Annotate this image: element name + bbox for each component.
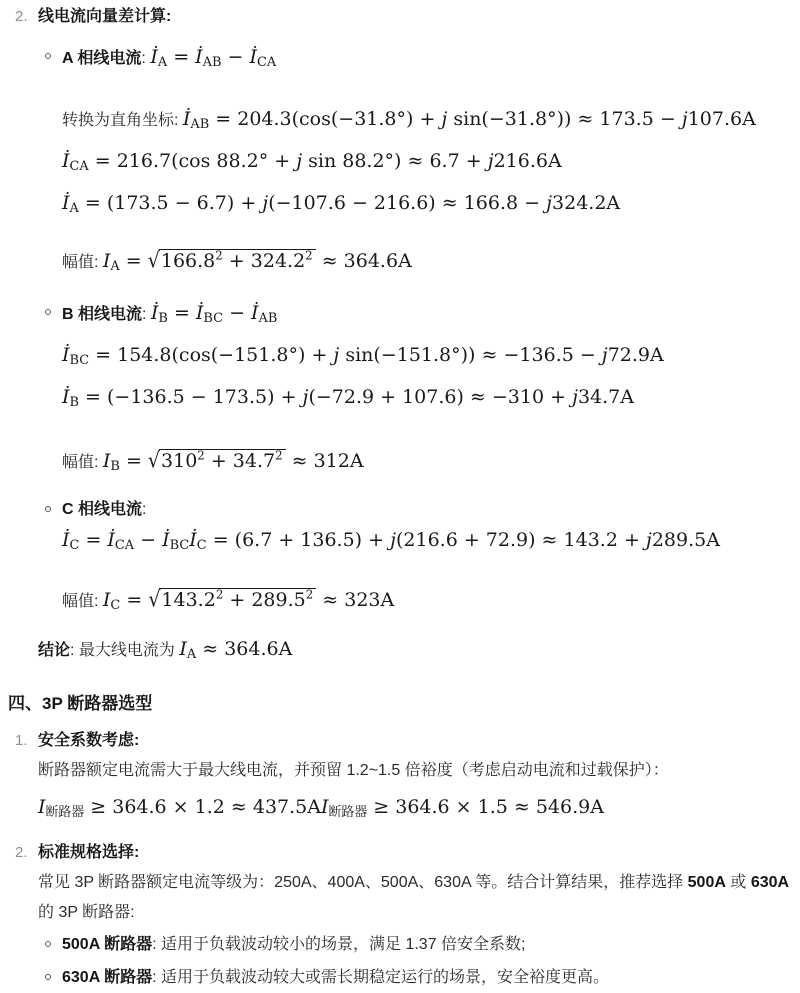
math-superscript: 2 [197, 448, 205, 463]
radical-sign-icon: √ [147, 248, 160, 274]
math-variable: İ [251, 302, 259, 324]
bullet-list-item: C 相线电流: $İ_C$ = $İ_{CA}$ − $İ_{BC}İ_C = (6.7 + 136.5) + j(216.6 + 72.9) \approx 143.2 + j289.5A$ [0, 495, 800, 557]
math-variable: İ [249, 46, 257, 68]
math-variable: İ [62, 150, 70, 172]
math-subscript: CA [69, 159, 89, 175]
math-variable: j [262, 192, 269, 214]
bullet-dot-icon [45, 53, 51, 59]
bold-text: 安全系数考虑: [38, 732, 140, 749]
math-variable: I [38, 796, 46, 818]
math-variable: j [390, 529, 396, 551]
paragraph: 常见 3P 断路器额定电流等级为：250A、400A、500A、630A 等。结合计算结果，推荐选择 500A 或 630A 的 3P 断路器: [38, 874, 790, 921]
message-content [0, 2, 800, 993]
math-variable: j [572, 386, 578, 408]
math-subscript: CA [257, 55, 277, 71]
bold-text: C 相线电流 [62, 501, 143, 518]
math-formula: $İ_{AB} = 204.3(\cos(-31.8^\circ) + j$ sin(−31.8°)) ≈ 173.5 − j107.6A [182, 108, 756, 133]
bold-text: 630A 断路器 [62, 969, 153, 986]
paragraph: 结论: 最大线电流为 $I_A \approx 364.6A$ [38, 638, 293, 663]
math-variable: j [681, 108, 688, 130]
math-subscript: BC [203, 311, 224, 327]
math-variable: I [179, 638, 187, 660]
math-variable: İ [62, 529, 70, 551]
math-subscript: C [110, 598, 121, 614]
bold-text: B 相线电流 [62, 306, 143, 323]
math-subscript: BC [169, 538, 190, 554]
sqrt-radical [148, 450, 286, 472]
bullet-list-item: B 相线电流: $İ_B$ = $İ_{BC}$ − $İ_{AB}$ [0, 298, 800, 330]
sqrt-radical [148, 589, 316, 611]
math-subscript: B [69, 395, 79, 411]
list-item-number: 2. [15, 8, 28, 25]
math-formula: $I_A \approx 364.6A$ [179, 638, 293, 663]
ordered-list-item [0, 2, 800, 32]
math-variable: I [102, 450, 111, 472]
math-variable: İ [62, 386, 70, 408]
math-variable: İ [162, 529, 170, 551]
math-formula: $İ_B = (-136.5 - 173.5) + j(-72.9 + 107.6) \approx -310 + j34.7A$ [62, 386, 634, 411]
paragraph: 幅值: $I_C = √143.2^2 + 289.5^2 \approx 323A$ [62, 585, 800, 617]
math-formula: $İ_A$ = $İ_{AB}$ − $İ_{CA}$ [150, 46, 277, 71]
math-variable: İ [182, 108, 191, 130]
math-variable: j [487, 150, 494, 172]
math-formula: $İ_B$ = $İ_{BC}$ − $İ_{AB}$ [150, 302, 278, 327]
math-variable: j [546, 192, 553, 214]
radicand: $166.8^2 + 324.2^2$ [159, 249, 316, 272]
math-subscript: 断路器 [328, 805, 368, 821]
ordered-list-item [0, 726, 800, 756]
list-item-number: 2. [15, 844, 28, 861]
math-variable: I [102, 250, 111, 272]
math-subscript: AB [190, 117, 210, 133]
bullet-list-item: 630A 断路器: 适用于负载波动较大或需长期稳定运行的场景，安全裕度更高。 [0, 963, 800, 993]
math-variable: j [302, 386, 309, 408]
math-formula: $I_{断路器} \ge 364.6 \times 1.2 \approx 437.5AI_{断路器} \ge 364.6 \times 1.5 \approx 546.9A$ [38, 796, 604, 821]
math-formula: $I_A = √166.8^2 + 324.2^2 \approx 364.6A$ [103, 250, 412, 272]
ordered-list-item [0, 838, 800, 868]
math-subscript: AB [202, 55, 222, 71]
math-subscript: A [186, 647, 197, 663]
math-formula: $İ_{CA} = 216.7(\cos$ 88.2° + j sin 88.2°) ≈ 6.7 + j216.6A [62, 150, 562, 175]
math-subscript: C [69, 538, 80, 554]
math-subscript: A [110, 259, 120, 275]
math-subscript: A [69, 201, 79, 217]
paragraph: 幅值: $I_A = √166.8^2 + 324.2^2 \approx 364.6A$ [62, 246, 800, 278]
math-subscript: CA [114, 538, 135, 554]
math-variable: j [601, 344, 608, 366]
math-variable: İ [62, 192, 70, 214]
math-variable: İ [195, 302, 204, 324]
math-variable: I [320, 796, 329, 818]
paragraph [62, 340, 800, 372]
sqrt-radical [148, 250, 316, 272]
radical-sign-icon: √ [148, 587, 161, 613]
math-variable: İ [62, 344, 70, 366]
paragraph: 幅值: $I_B = √310^2 + 34.7^2 \approx 312A$ [62, 446, 800, 478]
math-variable: İ [195, 46, 203, 68]
bullet-dot-icon [45, 309, 51, 315]
list-item-number: 1. [15, 732, 28, 749]
math-subscript: B [158, 311, 168, 327]
radicand: $310^2 + 34.7^2$ [159, 449, 286, 472]
math-formula: $İ_C$ = $İ_{CA}$ − $İ_{BC}İ_C = (6.7 + 136.5) + j(216.6 + 72.9) \approx 143.2 + j289.5A$ [62, 529, 720, 554]
radical-sign-icon: √ [147, 448, 161, 474]
bullet-list-item: 500A 断路器: 适用于负载波动较小的场景，满足 1.37 倍安全系数; [0, 930, 800, 960]
math-superscript: 2 [275, 448, 283, 463]
math-formula: $I_C = √143.2^2 + 289.5^2 \approx 323A$ [103, 589, 394, 611]
math-subscript: A [157, 55, 168, 71]
bullet-dot-icon [45, 506, 51, 512]
bullet-list-item: A 相线电流: $İ_A$ = $İ_{AB}$ − $İ_{CA}$ [0, 42, 800, 74]
math-formula: $İ_A = (173.5 - 6.7) + j(-107.6 - 216.6) \approx 166.8 - j324.2A$ [62, 192, 621, 217]
math-variable: j [441, 108, 448, 130]
math-variable: j [645, 529, 652, 551]
paragraph: 转换为直角坐标: $İ_{AB} = 204.3(\cos(-31.8^\circ) + j$ sin(−31.8°)) ≈ 173.5 − j107.6A [62, 108, 756, 133]
math-variable: I [102, 589, 111, 611]
bold-text: 630A [750, 874, 790, 891]
math-subscript: AB [258, 311, 278, 327]
bold-text: 结论 [38, 642, 71, 659]
bold-text: A 相线电流 [62, 50, 142, 67]
radicand: $143.2^2 + 289.5^2$ [159, 588, 316, 611]
math-superscript: 2 [305, 587, 314, 602]
math-variable: İ [189, 529, 197, 551]
paragraph [62, 146, 800, 178]
bullet-dot-icon [45, 974, 51, 980]
bullet-dot-icon [45, 941, 51, 947]
paragraph [62, 188, 800, 220]
section-heading [8, 690, 800, 718]
math-variable: İ [150, 46, 158, 68]
paragraph [38, 792, 790, 824]
bold-text: 四、3P 断路器选型 [8, 694, 153, 713]
math-variable: j [333, 344, 340, 366]
paragraph [62, 382, 800, 414]
bold-text: 500A [687, 874, 726, 891]
math-superscript: 2 [215, 587, 224, 602]
math-variable: İ [107, 529, 115, 551]
math-formula: $I_B = √310^2 + 34.7^2 \approx 312A$ [103, 450, 364, 472]
bold-text: 标准规格选择: [38, 844, 140, 861]
bold-text: 线电流向量差计算: [38, 8, 172, 25]
math-subscript: BC [69, 353, 90, 369]
bold-text: 500A 断路器 [62, 936, 153, 953]
paragraph: 断路器额定电流需大于最大线电流，并预留 1.2~1.5 倍裕度（考虑启动电流和过载保护）： [38, 762, 669, 779]
math-subscript: B [110, 459, 120, 475]
math-formula: $İ_{BC} = 154.8(\cos(-151.8^\circ) + j$ sin(−151.8°)) ≈ −136.5 − j72.9A [62, 344, 664, 369]
math-superscript: 2 [215, 248, 223, 263]
math-subscript: 断路器 [45, 805, 85, 821]
math-variable: İ [150, 302, 159, 324]
math-variable: j [296, 150, 303, 172]
page [0, 2, 800, 986]
math-subscript: C [196, 538, 207, 554]
math-superscript: 2 [305, 248, 313, 263]
